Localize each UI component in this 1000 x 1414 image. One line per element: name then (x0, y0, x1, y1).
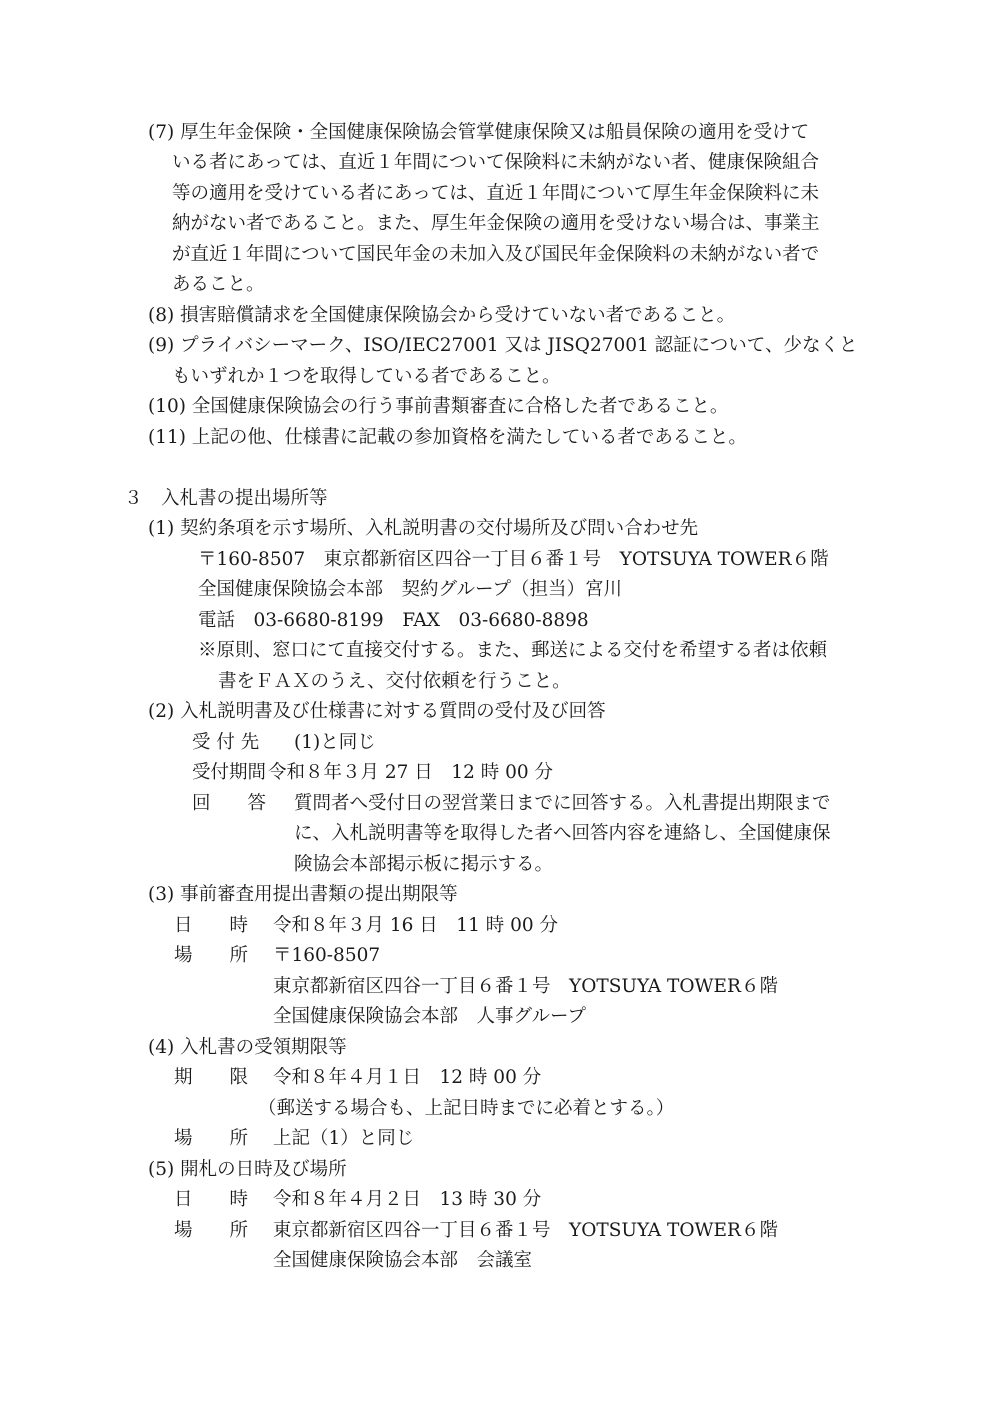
subsection-4-deadline-value: 令和８年４月１日 12 時 00 分 (273, 1067, 542, 1088)
subsection-3-title: (3) 事前審査用提出書類の提出期限等 (148, 884, 458, 905)
item-7-line-3: 等の適用を受けている者にあっては、直近１年間について厚生年金保険料に未 (172, 183, 819, 204)
subsection-1-phone: 電話 03-6680-8199 FAX 03-6680-8898 (198, 610, 589, 631)
subsection-4-place-value: 上記（1）と同じ (273, 1128, 415, 1149)
subsection-5-place-line-2: 全国健康保険協会本部 会議室 (273, 1250, 533, 1271)
subsection-3-datetime-label: 日 時 (174, 915, 249, 936)
subsection-3-place-line-3: 全国健康保険協会本部 人事グループ (273, 1006, 587, 1027)
subsection-1-note-line-1: ※原則、窓口にて直接交付する。また、郵送による交付を希望する者は依頼 (198, 640, 828, 661)
subsection-3-place-line-1: 〒160-8507 (273, 945, 381, 966)
subsection-3-place-line-2: 東京都新宿区四谷一丁目６番１号 YOTSUYA TOWER６階 (273, 976, 778, 997)
item-8: (8) 損害賠償請求を全国健康保険協会から受けていない者であること。 (148, 305, 736, 326)
subsection-4-place-label: 場 所 (174, 1128, 249, 1149)
subsection-3-place-label: 場 所 (174, 945, 249, 966)
item-7-line-2: いる者にあっては、直近１年間について保険料に未納がない者、健康保険組合 (172, 152, 819, 173)
item-7-line-6: あること。 (172, 274, 265, 295)
item-7-line-5: が直近１年間について国民年金の未加入及び国民年金保険料の未納がない者で (172, 244, 820, 265)
subsection-5-datetime-value: 令和８年４月２日 13 時 30 分 (273, 1189, 542, 1210)
subsection-2-answer-label: 回 答 (192, 793, 267, 814)
subsection-2-answer-line-1: 質問者へ受付日の翌営業日までに回答する。入札書提出期限まで (294, 793, 831, 814)
item-7-line-1: (7) 厚生年金保険・全国健康保険協会管掌健康保険又は船員保険の適用を受けて (148, 122, 810, 143)
subsection-5-title: (5) 開札の日時及び場所 (148, 1159, 347, 1180)
subsection-2-period-value: 令和８年３月 27 日 12 時 00 分 (268, 762, 554, 783)
item-9-line-2: もいずれか１つを取得している者であること。 (172, 366, 561, 387)
subsection-2-answer-line-2: に、入札説明書等を取得した者へ回答内容を連絡し、全国健康保 (294, 823, 831, 844)
item-9-line-1: (9) プライバシーマーク、ISO/IEC27001 又は JISQ27001 認証について、少なくと (148, 335, 858, 356)
subsection-5-place-line-1: 東京都新宿区四谷一丁目６番１号 YOTSUYA TOWER６階 (273, 1220, 778, 1241)
section-3-heading: ３ 入札書の提出場所等 (124, 488, 328, 509)
subsection-5-place-label: 場 所 (174, 1220, 249, 1241)
subsection-1-title: (1) 契約条項を示す場所、入札説明書の交付場所及び問い合わせ先 (148, 518, 699, 539)
subsection-2-answer-line-3: 険協会本部掲示板に掲示する。 (294, 854, 554, 875)
subsection-2-recipient-label: 受 付 先 (192, 732, 260, 753)
subsection-2-title: (2) 入札説明書及び仕様書に対する質問の受付及び回答 (148, 701, 606, 722)
item-10: (10) 全国健康保険協会の行う事前書類審査に合格した者であること。 (148, 396, 729, 417)
subsection-1-office: 全国健康保険協会本部 契約グループ（担当）宮川 (198, 579, 623, 600)
subsection-1-address: 〒160-8507 東京都新宿区四谷一丁目６番１号 YOTSUYA TOWER６階 (198, 549, 829, 570)
subsection-2-period-label: 受付期間 (192, 762, 267, 783)
subsection-4-deadline-label: 期 限 (174, 1067, 249, 1088)
item-11: (11) 上記の他、仕様書に記載の参加資格を満たしている者であること。 (148, 427, 747, 448)
subsection-1-note-line-2: 書をＦＡＸのうえ、交付依頼を行うこと。 (218, 671, 571, 692)
subsection-2-recipient-value: (1)と同じ (294, 732, 376, 753)
item-7-line-4: 納がない者であること。また、厚生年金保険の適用を受けない場合は、事業主 (172, 213, 820, 234)
subsection-5-datetime-label: 日 時 (174, 1189, 249, 1210)
subsection-3-datetime-value: 令和８年３月 16 日 11 時 00 分 (273, 915, 559, 936)
subsection-4-title: (4) 入札書の受領期限等 (148, 1037, 347, 1058)
subsection-4-deadline-note: （郵送する場合も、上記日時までに必着とする。） (258, 1098, 675, 1119)
